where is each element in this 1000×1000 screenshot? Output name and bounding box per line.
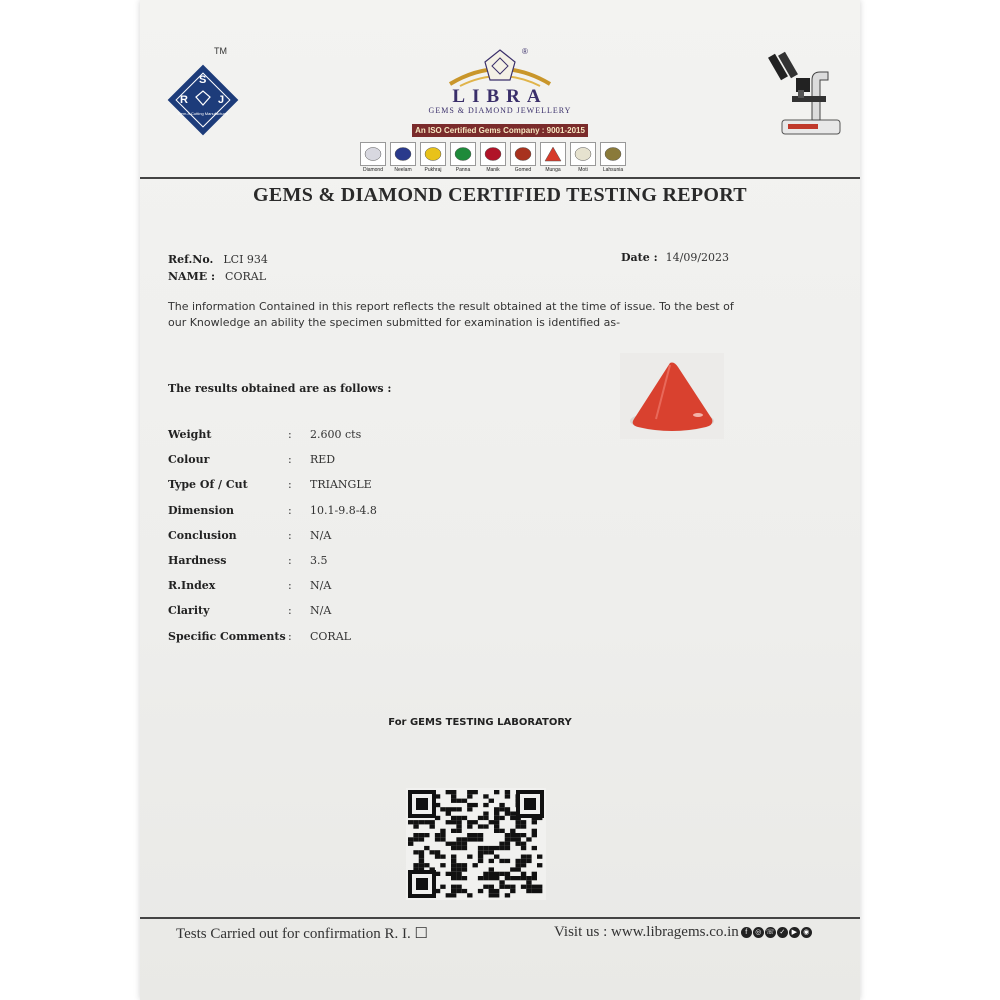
result-row [168,604,508,622]
gem-icon-row [360,142,626,173]
gem-item [450,142,476,173]
gem-item [480,142,506,173]
youtube-icon[interactable]: ▶ [789,927,800,938]
result-colon: : [288,478,292,492]
gem-label: Panna [455,167,471,173]
gem-label: Gomed [514,167,532,173]
gem-label: Lahsunia [602,167,624,173]
result-value: RED [310,453,336,467]
result-label: Type Of / Cut [168,478,248,492]
gem-item [570,142,596,173]
registered-mark: ® [522,47,528,56]
result-colon: : [288,428,292,441]
result-label: Colour [168,453,210,467]
result-value: N/A [310,579,332,593]
social-icons [741,927,812,938]
results-heading: The results obtained are as follows : [168,382,392,395]
iso-certification-banner: An ISO Certified Gems Company : 9001-2015 [412,124,588,137]
website-text[interactable]: Visit us : www.libragems.co.in [554,924,739,940]
gem-item [420,142,446,173]
gem-swatch-icon [390,142,416,166]
libra-brand-subtitle: GEMS & DIAMOND JEWELLERY [428,106,572,115]
date-label: Date : [621,251,658,264]
gem-swatch-icon [570,142,596,166]
result-label: Clarity [168,604,210,618]
gem-item [360,142,386,173]
result-value: N/A [310,604,332,618]
result-value: 10.1-9.8-4.8 [310,503,377,517]
gem-label: Manik [486,167,500,173]
header-divider [140,177,860,179]
gem-swatch-icon [540,142,566,166]
result-label: R.Index [168,579,216,593]
result-colon: : [288,453,292,467]
result-colon: : [288,554,292,567]
result-value: CORAL [310,629,351,643]
result-label: Dimension [168,503,235,517]
result-row [168,554,508,572]
result-value: 3.5 [310,554,328,567]
result-value: 2.600 cts [310,428,362,441]
result-colon: : [288,604,292,618]
result-value: TRIANGLE [310,478,372,492]
result-colon: : [288,503,292,517]
date-value: 14/09/2023 [665,251,730,264]
result-row [168,504,508,522]
result-row [168,478,508,496]
whatsapp-icon[interactable]: ☏ [765,929,775,936]
srj-letter-s: S [199,74,207,86]
qr-code[interactable] [406,788,546,900]
libra-brand-name: LIBRA [452,86,548,107]
gem-item [390,142,416,173]
gem-label: Moti [578,167,588,173]
gem-label: Munga [545,167,561,173]
certificate-paper [140,0,860,1000]
reference-number [168,250,268,268]
instagram-icon[interactable]: ◎ [753,927,764,938]
result-colon: : [288,579,292,593]
srj-caption: Gem-n Cutting Manufacturer [177,111,229,116]
gem-item [510,142,536,173]
result-label: Conclusion [168,528,237,542]
result-label: Weight [168,428,212,441]
gem-label: Pukhraj [424,167,442,173]
footer-website[interactable] [554,924,812,941]
srj-letter-r: R [180,94,188,106]
specimen-name [168,267,266,285]
result-label: Specific Comments [168,629,286,643]
report-intro-paragraph: The information Contained in this report reflects the result obtained at the time of issue. To the best of our Knowledge an ability the specimen submitted for examination is identified as- [168,300,734,329]
camera-icon[interactable]: ◉ [801,927,812,938]
result-row [168,529,508,547]
facebook-icon[interactable]: f [741,927,752,938]
footer-divider [140,917,860,919]
gem-label: Neelam [394,167,412,173]
gem-item [540,142,566,173]
name-value: CORAL [225,270,267,283]
coral-gem-photo [620,353,724,439]
result-colon: : [288,528,292,542]
footer-confirmation-note: Tests Carried out for confirmation R. I. ☐ [176,926,428,942]
lab-signature: For GEMS TESTING LABORATORY [388,717,572,728]
gem-swatch-icon [450,142,476,166]
gem-label: Diamond [362,167,383,173]
twitter-icon[interactable]: ✓ [777,927,788,938]
reference-label: Ref.No. [168,253,214,266]
gem-swatch-icon [360,142,386,166]
gem-swatch-icon [510,142,536,166]
gem-item [600,142,626,173]
result-row [168,630,508,648]
srj-letter-j: J [218,94,225,106]
result-label: Hardness [168,554,227,567]
result-colon: : [288,629,292,643]
result-row [168,453,508,471]
result-value: N/A [310,528,332,542]
name-label: NAME : [168,270,216,283]
result-row [168,428,508,446]
microscope-icon [768,50,848,140]
trademark-symbol: TM [214,46,227,56]
report-title: GEMS & DIAMOND CERTIFIED TESTING REPORT [253,184,747,206]
gem-swatch-icon [600,142,626,166]
report-date [621,248,729,266]
gem-swatch-icon [480,142,506,166]
gem-swatch-icon [420,142,446,166]
reference-value: LCI 934 [223,253,268,266]
result-row [168,579,508,597]
